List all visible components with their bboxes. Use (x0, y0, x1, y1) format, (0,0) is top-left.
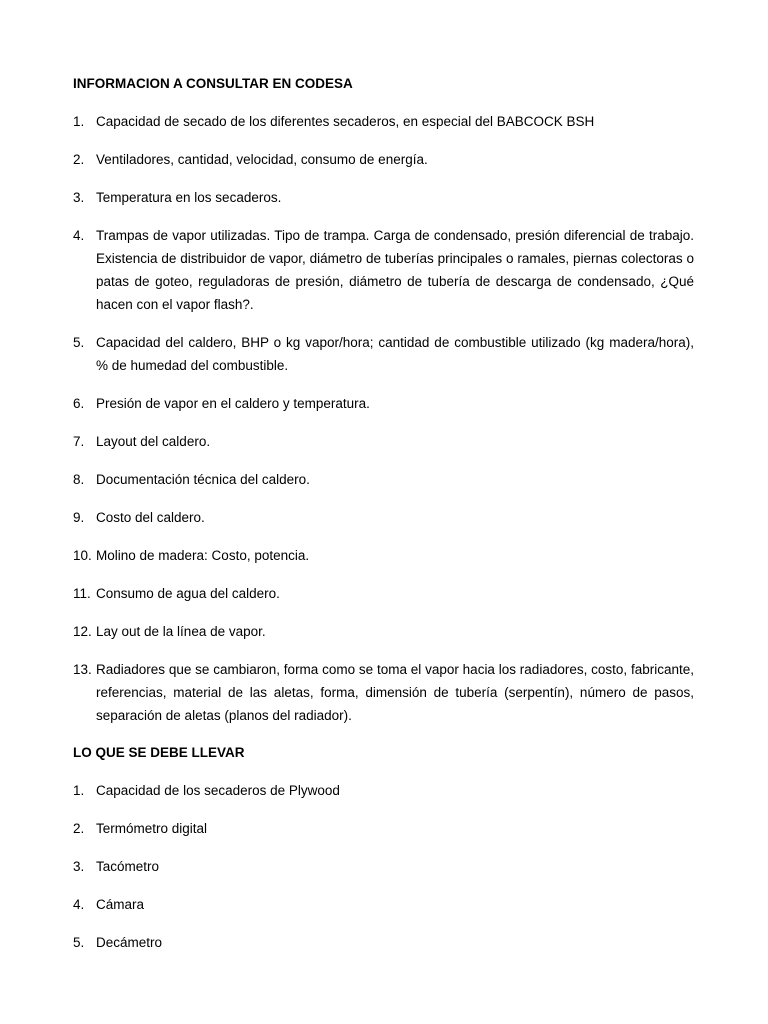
list-item (73, 620, 694, 643)
list-item-text: Trampas de vapor utilizadas. Tipo de trampa. Carga de condensado, presión diferencial de trabajo. Existencia de distribuidor de vapor, diámetro de tuberías principales o ramales, piernas colectoras o patas de goteo, reguladoras de presión, diámetro de tubería de descarga de condensado, ¿Qué hacen con el vapor flash?. (96, 228, 694, 312)
list-item (73, 544, 694, 567)
list-item-text: Capacidad de los secaderos de Plywood (96, 783, 340, 798)
document-page (73, 73, 694, 969)
section-heading-informacion: INFORMACION A CONSULTAR EN CODESA (73, 76, 353, 91)
list-item (73, 110, 694, 133)
list-item-text: Costo del caldero. (96, 510, 205, 525)
list-item-number: 1. (73, 114, 85, 129)
list-item (73, 224, 694, 316)
list-item-text: Ventiladores, cantidad, velocidad, consumo de energía. (96, 152, 428, 167)
list-item (73, 430, 694, 453)
list-item-number: 8. (73, 472, 85, 487)
list-item (73, 817, 694, 840)
list-item-number: 3. (73, 190, 85, 205)
list-item-number: 7. (73, 434, 85, 449)
list-item-text: Capacidad del caldero, BHP o kg vapor/hora; cantidad de combustible utilizado (kg madera/hora), % de humedad del combustible. (96, 335, 694, 373)
list-item (73, 779, 694, 802)
list-item-number: 10. (73, 548, 92, 563)
list-item-text: Decámetro (96, 935, 163, 950)
list-item (73, 931, 694, 954)
list-item-text: Layout del caldero. (96, 434, 211, 449)
list-item (73, 658, 694, 727)
list-item-text: Capacidad de secado de los diferentes secaderos, en especial del BABCOCK BSH (96, 114, 595, 129)
list-item-number: 5. (73, 335, 85, 350)
list-item-text: Molino de madera: Costo, potencia. (96, 548, 310, 563)
list-item-number: 2. (73, 152, 85, 167)
list-item-text: Temperatura en los secaderos. (96, 190, 282, 205)
list-item-text: Presión de vapor en el caldero y temperatura. (96, 396, 370, 411)
list-item-number: 5. (73, 935, 85, 950)
list-item (73, 855, 694, 878)
list-item-number: 4. (73, 228, 85, 243)
list-item-text: Tacómetro (96, 859, 160, 874)
list-item (73, 582, 694, 605)
list-item (73, 186, 694, 209)
list-item-number: 4. (73, 897, 85, 912)
list-item-text: Termómetro digital (96, 821, 208, 836)
consult-list (73, 110, 694, 727)
list-item-number: 12. (73, 624, 92, 639)
list-item (73, 148, 694, 171)
bring-list (73, 779, 694, 954)
list-item (73, 506, 694, 529)
list-item-text: Lay out de la línea de vapor. (96, 624, 266, 639)
list-item-number: 9. (73, 510, 85, 525)
list-item-number: 1. (73, 783, 85, 798)
list-item-number: 13. (73, 662, 92, 677)
list-item-text: Cámara (96, 897, 145, 912)
list-item-text: Radiadores que se cambiaron, forma como se toma el vapor hacia los radiadores, costo, fabricante, referencias, material de las aletas, forma, dimensión de tubería (serpentín), número de pasos, separación de aletas (planos del radiador). (96, 662, 694, 723)
list-item-text: Consumo de agua del caldero. (96, 586, 280, 601)
list-item-number: 2. (73, 821, 85, 836)
list-item (73, 331, 694, 377)
list-item-number: 3. (73, 859, 85, 874)
list-item (73, 392, 694, 415)
list-item-text: Documentación técnica del caldero. (96, 472, 310, 487)
list-item-number: 11. (73, 586, 91, 601)
section-heading-llevar: LO QUE SE DEBE LLEVAR (73, 745, 245, 760)
list-item (73, 893, 694, 916)
list-item (73, 468, 694, 491)
list-item-number: 6. (73, 396, 85, 411)
